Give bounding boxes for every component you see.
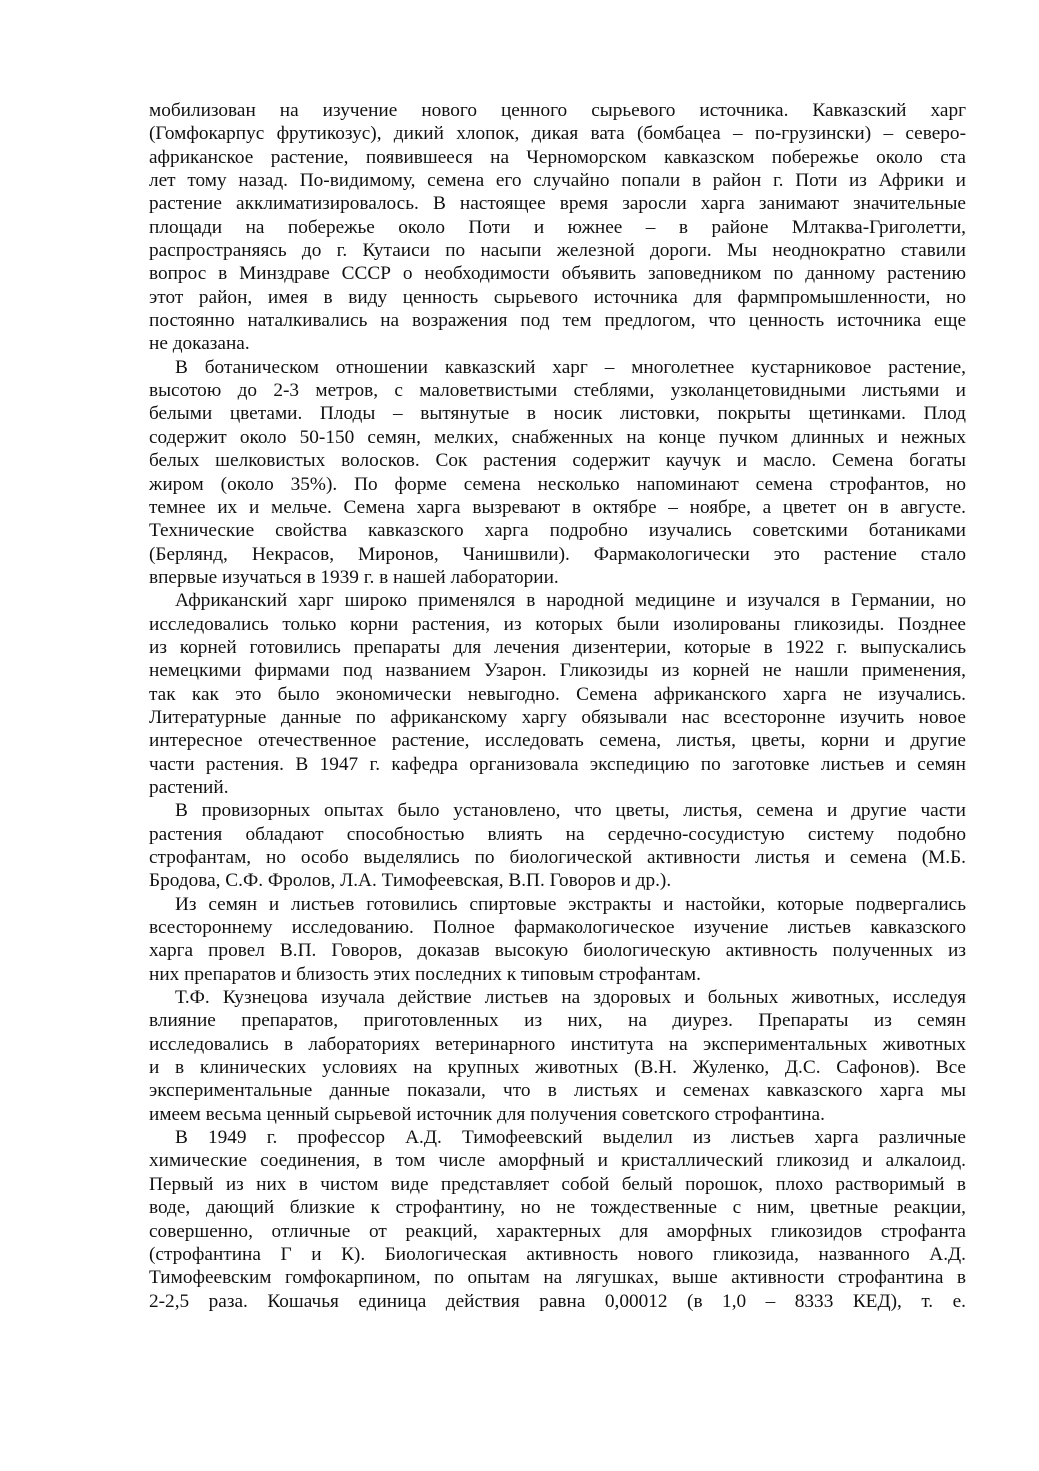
text-line: экспериментальные данные показали, что в листьях и семенах кавказского харга мы xyxy=(149,1080,966,1102)
text-line: Бродова, С.Ф. Фролов, Л.А. Тимофеевская, В.П. Говоров и др.). xyxy=(149,870,672,892)
paragraph xyxy=(149,1126,966,1313)
text-line: растения обладают способностью влиять на сердечно-сосудистую систему подобно xyxy=(149,823,966,845)
text-line: Африканский харг широко применялся в народной медицине и изучался в Германии, но xyxy=(175,590,966,612)
text-line: лет тому назад. По-видимому, семена его случайно попали в район г. Поти из Африки и xyxy=(149,170,966,192)
text-line: впервые изучаться в 1939 г. в нашей лаборатории. xyxy=(149,566,559,588)
text-line: вопрос в Минздраве СССР о необходимости объявить заповедником по данному растению xyxy=(149,263,966,285)
text-line: химические соединения, в том числе аморфный и кристаллический гликозид и алкалоид. xyxy=(149,1150,966,1172)
body-text xyxy=(149,99,966,1313)
paragraph xyxy=(149,986,966,1126)
text-line: этот район, имея в виду ценность сырьевого источника для фармпромышленности, но xyxy=(149,286,966,308)
text-line: африканское растение, появившееся на Черноморском кавказском побережье около ста xyxy=(149,146,966,168)
text-line: В ботаническом отношении кавказский харг – многолетнее кустарниковое растение, xyxy=(175,356,966,378)
text-line: 2-2,5 раза. Кошачья единица действия равна 0,00012 (в 1,0 – 8333 КЕД), т. е. xyxy=(149,1290,966,1312)
text-line: высотою до 2-3 метров, с маловетвистыми стеблями, узколанцетовидными листьями и xyxy=(149,380,966,402)
text-line: Из семян и листьев готовились спиртовые экстракты и настойки, которые подвергались xyxy=(175,893,966,915)
text-line: В провизорных опытах было установлено, что цветы, листья, семена и другие части xyxy=(175,800,966,822)
text-line: строфантам, но особо выделялись по биологической активности листья и семена (М.Б. xyxy=(149,847,966,868)
text-line: немецкими фирмами под названием Узарон. Гликозиды из корней не нашли применения, xyxy=(149,660,966,682)
paragraph xyxy=(149,356,966,589)
text-line: площади на побережье около Поти и южнее – в районе Млтаква-Григолетти, xyxy=(149,216,966,238)
text-line: Технические свойства кавказского харга подробно изучались советскими ботаниками xyxy=(149,520,966,542)
text-line: (строфантина Г и К). Биологическая активность нового гликозида, названного А.Д. xyxy=(149,1243,966,1265)
paragraph xyxy=(149,589,966,799)
text-line: всестороннему исследованию. Полное фармакологическое изучение листьев кавказского xyxy=(149,917,966,939)
text-line: исследовались в лабораториях ветеринарного института на экспериментальных животных xyxy=(149,1033,966,1055)
text-line: Литературные данные по африканскому харгу обязывали нас всесторонне изучить новое xyxy=(149,706,966,728)
text-line: распространяясь до г. Кутаиси по насыпи железной дороги. Мы неоднократно ставили xyxy=(149,240,966,262)
text-line: белых шелковистых волосков. Сок растения содержит каучук и масло. Семена богаты xyxy=(149,450,966,472)
text-line: части растения. В 1947 г. кафедра организовала экспедицию по заготовке листьев и семян xyxy=(149,753,966,775)
text-line: постоянно наталкивались на возражения под тем предлогом, что ценность источника еще xyxy=(149,310,966,332)
text-line: Первый из них в чистом виде представляет собой белый порошок, плохо растворимый в xyxy=(149,1173,966,1195)
paragraph xyxy=(149,799,966,892)
text-line: (Берлянд, Некрасов, Миронов, Чанишвили). Фармакологически это растение стало xyxy=(149,543,966,565)
text-line: содержит около 50-150 семян, мелких, снабженных на конце пучком длинных и нежных xyxy=(149,426,966,448)
text-line: харга провел В.П. Говоров, доказав высокую биологическую активность полученных из xyxy=(149,940,966,962)
text-line: имеем весьма ценный сырьевой источник для получения советского строфантина. xyxy=(149,1103,825,1125)
text-line: темнее их и мельче. Семена харга вызревают в октябре – ноябре, а цветет он в августе. xyxy=(149,496,966,518)
text-line: растений. xyxy=(149,776,229,798)
paragraph xyxy=(149,99,966,356)
text-line: мобилизован на изучение нового ценного сырьевого источника. Кавказский харг xyxy=(149,100,966,121)
text-line: растение акклиматизировалось. В настоящее время заросли харга занимают значительные xyxy=(149,193,966,215)
text-line: совершенно, отличные от реакций, характерных для аморфных гликозидов строфанта xyxy=(149,1220,966,1242)
text-line: так как это было экономически невыгодно. Семена африканского харга не изучались. xyxy=(149,683,966,705)
paragraph xyxy=(149,893,966,986)
text-line: исследовались только корни растения, из которых были изолированы гликозиды. Позднее xyxy=(149,613,966,635)
text-line: Т.Ф. Кузнецова изучала действие листьев на здоровых и больных животных, исследуя xyxy=(175,987,966,1009)
text-line: влияние препаратов, приготовленных из них, на диурез. Препараты из семян xyxy=(149,1010,966,1032)
text-line: и в клинических условиях на крупных животных (В.Н. Жуленко, Д.С. Сафонов). Все xyxy=(149,1057,966,1079)
text-line: жиром (около 35%). По форме семена несколько напоминают семена строфантов, но xyxy=(149,473,966,495)
text-line: белыми цветами. Плоды – вытянутые в носик листовки, покрыты щетинками. Плод xyxy=(149,403,966,425)
text-line: из корней готовились препараты для лечения дизентерии, которые в 1922 г. выпускались xyxy=(149,636,966,658)
text-line: них препаратов и близость этих последних к типовым строфантам. xyxy=(149,963,701,985)
text-line: не доказана. xyxy=(149,333,250,355)
text-line: В 1949 г. профессор А.Д. Тимофеевский выделил из листьев харга различные xyxy=(175,1127,966,1149)
text-line: воде, дающий близкие к строфантину, но не тождественные с ним, цветные реакции, xyxy=(149,1197,966,1219)
text-line: Тимофеевским гомфокарпином, по опытам на лягушках, выше активности строфантина в xyxy=(149,1267,966,1289)
text-line: (Гомфокарпус фрутикозус), дикий хлопок, дикая вата (бомбацеа – по-грузински) – северо- xyxy=(149,123,966,145)
text-line: интересное отечественное растение, исследовать семена, листья, цветы, корни и другие xyxy=(149,730,966,752)
